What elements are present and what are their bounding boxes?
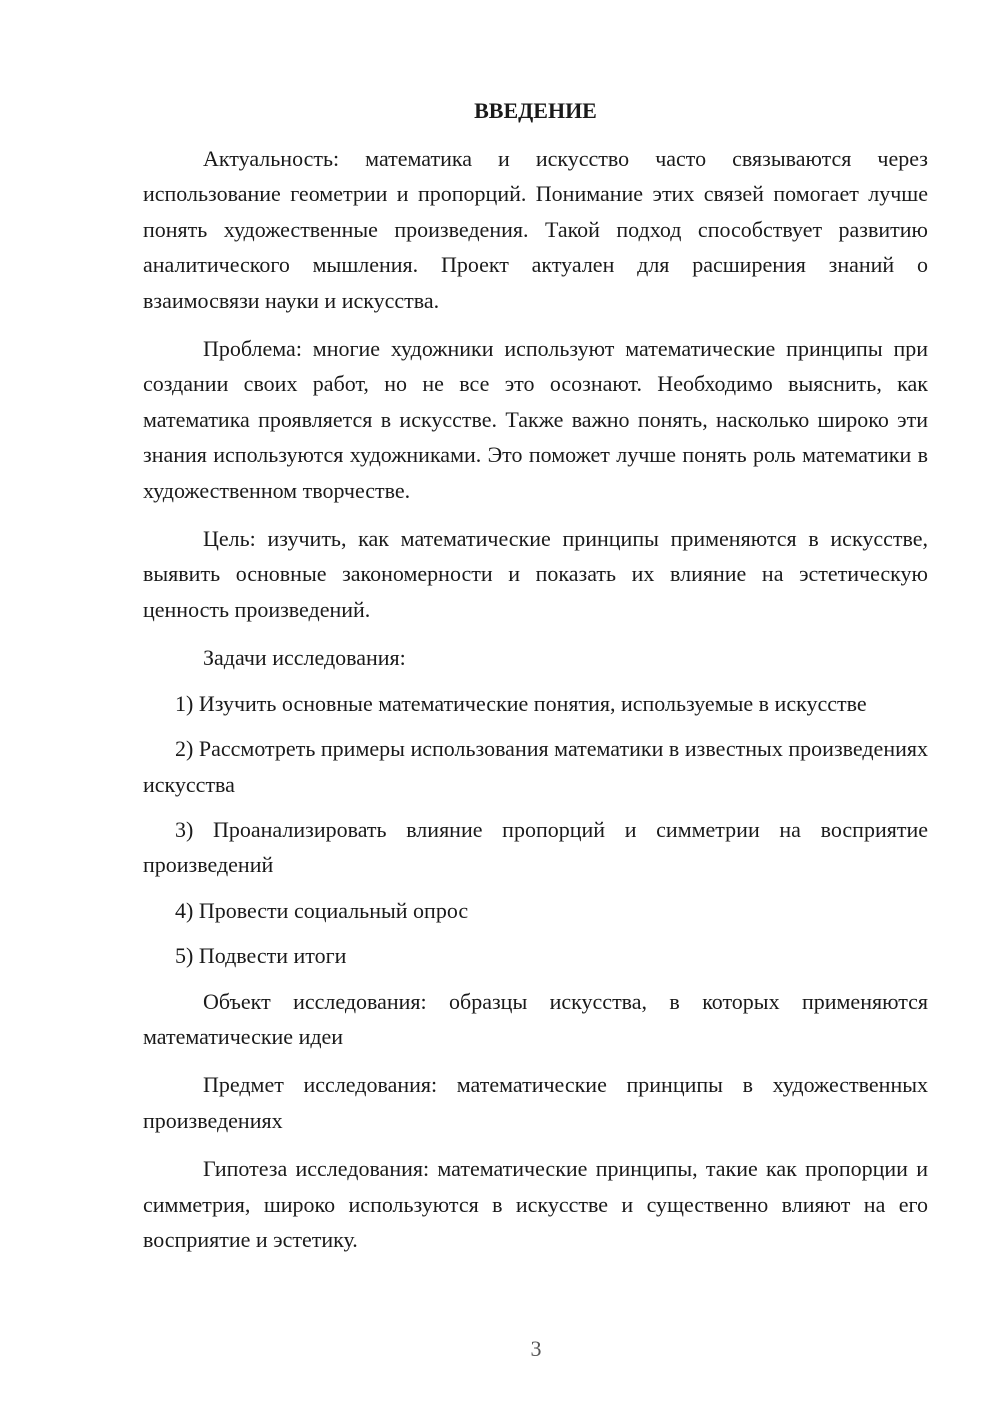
- task-item: 2) Рассмотреть примеры использования математики в известных произведениях искусства: [143, 736, 928, 797]
- relevance-paragraph: Актуальность: математика и искусство часто связываются через использование геометрии и пропорций. Понимание этих связей помогает лучше понять художественные произведения. Такой подход способствует развитию аналитического мышления. Проект актуален для расширения знаний о взаимосвязи науки и искусства.: [143, 146, 928, 313]
- task-item: 4) Провести социальный опрос: [175, 897, 469, 923]
- problem-paragraph: Проблема: многие художники используют математические принципы при создании своих работ, но не все это осознают. Необходимо выяснить, как математика проявляется в искусстве. Также важно понять, насколько широко эти знания используются художниками. Это поможет лучше понять роль математики в художественном творчестве.: [143, 336, 928, 503]
- object-paragraph: Объект исследования: образцы искусства, в которых применяются математические идеи: [143, 988, 928, 1049]
- subject-paragraph: Предмет исследования: математические принципы в художественных произведениях: [143, 1072, 928, 1133]
- task-item: 5) Подвести итоги: [175, 943, 347, 969]
- task-item: 3) Проанализировать влияние пропорций и симметрии на восприятие произведений: [143, 816, 928, 878]
- goal-paragraph: Цель: изучить, как математические принципы применяются в искусстве, выявить основные закономерности и показать их влияние на эстетическую ценность произведений.: [143, 526, 928, 622]
- page-number: 3: [530, 1336, 542, 1361]
- section-title: ВВЕДЕНИЕ: [474, 98, 597, 123]
- hypothesis-paragraph: Гипотеза исследования: математические принципы, такие как пропорции и симметрия, широко используются в искусстве и существенно влияют на его восприятие и эстетику.: [143, 1156, 928, 1252]
- page-content: [143, 95, 928, 1270]
- task-item: 1) Изучить основные математические понятия, используемые в искусстве: [175, 690, 867, 716]
- tasks-heading: Задачи исследования:: [203, 645, 406, 671]
